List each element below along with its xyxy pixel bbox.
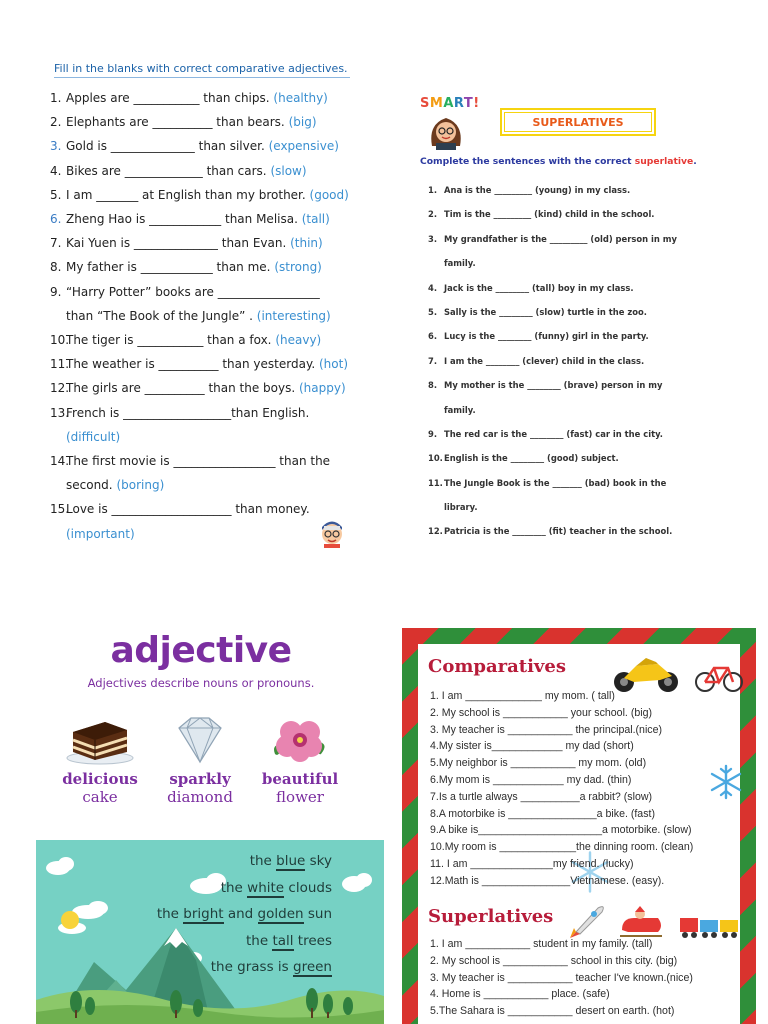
teacher-icon [318,518,346,548]
comparative-question [50,522,360,546]
comparative-line: 2. My school is ___________ your school. (big) [430,706,653,719]
phrase-adjective: green [293,959,332,975]
question-number: 5. [50,187,62,202]
phrase-adjective: bright [183,906,224,922]
question-text: Patricia is the ________ (fit) teacher in the school. [444,526,673,537]
comparative-line: 4.My sister is____________ my dad (short) [430,740,634,753]
question-text [66,376,346,400]
comparative-line: 8.A motorbike is _______________a bike. (fast) [430,807,655,820]
question-sentence: Zheng Hao is ____________ than Melisa. [66,212,298,227]
question-sentence: Bikes are _____________ than cars. [66,163,267,178]
question-sentence: “Harry Potter” books are _________________ [66,284,320,299]
comparative-question [50,207,360,231]
question-hint: (big) [288,115,317,130]
superlative-question-list [428,182,677,548]
question-number: 11. [428,477,443,488]
comparative-question [50,159,360,183]
adjective-subtitle: Adjectives describe nouns or pronouns. [87,676,315,690]
adjective-phrase [157,928,332,955]
comparative-question-list [50,86,360,546]
example-noun: diamond [167,788,233,806]
superlatives-title-box: SUPERLATIVES [500,108,656,136]
question-text [66,255,322,279]
question-number: 14. [50,454,70,469]
question-sentence: second. [66,478,113,493]
comparative-question [50,401,360,425]
question-hint: (healthy) [273,91,328,105]
phrase-text: sun [303,906,332,922]
question-hint: (interesting) [256,308,331,323]
superlative-question [428,353,677,377]
superlative-question [428,182,677,206]
question-number: 8. [428,380,438,391]
comparative-question [50,86,360,110]
question-text [66,449,330,473]
question-hint: (important) [66,526,135,541]
comparative-question [50,304,360,328]
phrase-adjective: white [247,879,285,896]
question-number [50,304,66,328]
question-number: 4. [50,163,62,178]
comparative-question [50,134,360,158]
superlative-worksheet [418,96,718,546]
question-sentence: Love is ____________________ than money. [66,502,310,517]
question-number: 10. [428,453,443,464]
question-text [66,473,164,497]
question-number: 7. [428,355,438,366]
question-text: family. [444,404,476,415]
question-text [66,425,120,449]
example-noun: cake [82,788,118,806]
question-hint: (hot) [318,357,348,372]
example-adjective: delicious [62,770,138,788]
question-number: 5. [428,306,438,317]
question-text [66,183,349,207]
question-text: I am the ________ (clever) child in the class. [444,355,645,366]
comparative-line: 11. I am ______________my friend. (lucky) [430,857,634,870]
smart-letter: A [443,96,454,111]
phrase-text: sky [305,853,332,869]
phrase-adjective: blue [276,853,306,869]
comparative-question [50,231,360,255]
superlative-question [428,206,677,230]
question-sentence: The weather is __________ than yesterday. [66,357,316,372]
superlative-question [428,304,677,328]
phrase-text: clouds [284,879,332,896]
question-hint: (slow) [270,163,307,178]
question-number: 6. [50,212,62,227]
question-text: library. [444,502,478,513]
smart-badge [418,96,480,150]
question-text [66,280,320,304]
comparatives-list [430,688,693,890]
phrase-text: the grass is [210,959,293,975]
question-text [66,134,339,158]
question-number: 8. [50,260,62,275]
rocket-icon [568,900,608,940]
question-text [66,110,317,134]
example-adjective: beautiful [261,770,339,788]
superlatives-heading: Superlatives [428,906,554,927]
question-text: family. [444,258,476,269]
question-number: 9. [50,284,62,299]
question-text: Lucy is the ________ (funny) girl in the party. [444,331,649,342]
diamond-icon [165,714,235,766]
question-text: My grandfather is the _________ (old) person in my [444,233,677,244]
question-text: Tim is the _________ (kind) child in the school. [444,209,655,220]
adjective-phrase [157,875,332,902]
question-sentence: Apples are ___________ than chips. [66,91,270,105]
comparative-line: 1. I am _____________ my mom. ( tall) [430,690,615,702]
comparative-line: 9.A bike is_____________________a motorbike. (slow) [430,824,692,837]
example-card-diamond [150,714,250,806]
comparative-worksheet-title: Fill in the blanks with correct comparative adjectives. [54,62,350,78]
superlative-question [428,280,677,304]
superlative-line: 3. My teacher is ___________ teacher I've known.(nice) [430,971,693,984]
question-number [428,499,444,523]
worksheet-inner [418,644,740,1024]
question-sentence: Elephants are __________ than bears. [66,115,285,130]
smart-letter: S [420,96,430,111]
comparative-question [50,425,360,449]
question-sentence: The girls are __________ than the boys. [66,381,296,396]
question-text [66,522,135,546]
question-text [66,352,348,376]
comparatives-heading: Comparatives [428,656,566,677]
phrase-text: the [249,853,277,869]
question-text: English is the ________ (good) subject. [444,453,619,464]
smart-badge-text [420,96,480,111]
question-text [66,207,330,231]
question-number [428,402,444,426]
instruction-text: Complete the sentences with the correct [420,156,635,167]
comparative-question [50,352,360,376]
snowflake-icon [708,764,744,800]
question-text [66,231,323,255]
comparative-line: 6.My mom is ____________ my dad. (thin) [430,773,632,786]
question-hint: (strong) [274,260,322,275]
phrase-text: the [156,906,184,922]
comparative-question [50,110,360,134]
example-noun: flower [276,788,324,806]
question-text [66,328,321,352]
superlative-question [428,328,677,352]
comparative-line: 5.My neighbor is ___________ my mom. (old) [430,757,647,770]
santa-sleigh-icon [618,906,668,940]
superlative-line: 4. Home is ___________ place. (safe) [430,988,610,1001]
question-sentence: than “The Book of the Jungle” . [66,308,253,323]
comparative-question [50,376,360,400]
question-number [50,425,66,449]
landscape-scene [36,840,384,1024]
question-text [66,497,310,521]
comparative-line: 3. My teacher is ___________ the principal.(nice) [430,723,663,736]
smart-letter: ! [473,96,480,111]
superlative-line: 5.The Sahara is ___________ desert on earth. (hot) [430,1005,675,1018]
question-hint: (boring) [116,478,165,493]
comparatives-superlatives-worksheet [402,628,756,1024]
comparative-line: 12.Math is _______________Vietnamese. (easy). [430,874,665,887]
girl-avatar-icon [426,110,466,150]
question-number: 3. [50,139,62,154]
question-text: The Jungle Book is the _______ (bad) book in the [444,477,667,488]
question-sentence: French is __________________than English. [66,405,310,420]
superlative-question [428,377,677,401]
comparative-question [50,497,360,521]
adjective-poster [36,626,360,1024]
instruction-end: . [693,156,697,167]
superlatives-list [430,936,693,1020]
comparative-worksheet [50,62,360,552]
comparative-question [50,183,360,207]
smart-letter: T [463,96,474,111]
phrase-text: the [220,879,248,896]
comparative-question [50,280,360,304]
bicycle-icon [694,658,744,694]
question-hint: (good) [309,187,349,202]
comparative-line: 10.My room is _____________the dinning room. (clean) [430,841,694,854]
question-number: 3. [428,233,438,244]
question-number: 1. [50,91,62,105]
question-text: My mother is the ________ (brave) person in my [444,380,663,391]
question-hint: (tall) [301,212,330,227]
superlative-question [428,231,677,255]
question-number: 15. [50,502,70,517]
phrase-adjective: tall [272,932,294,949]
question-hint: (difficult) [66,429,121,444]
question-text [66,304,331,328]
question-number: 10. [50,333,70,348]
adjective-phrase [157,848,332,875]
adjective-phrase [157,954,332,981]
question-number: 13. [50,405,70,420]
question-number: 2. [428,209,438,220]
superlative-line: 1. I am ___________ student in my family. (tall) [430,938,653,950]
question-number: 12. [428,526,443,537]
question-sentence: I am _______ at English than my brother. [66,187,306,202]
superlative-question [428,255,677,279]
comparative-question [50,449,360,473]
question-sentence: The first movie is _________________ than the [66,454,331,469]
question-text [66,401,309,425]
question-text: Jack is the ________ (tall) boy in my class. [444,282,634,293]
question-hint: (heavy) [275,333,322,348]
instruction-highlight: superlative [634,156,694,167]
flower-icon [265,714,335,766]
question-sentence: The tiger is ___________ than a fox. [66,333,272,348]
question-number [428,255,444,279]
question-number: 9. [428,428,438,439]
question-hint: (expensive) [268,139,339,154]
question-number [50,473,66,497]
cake-icon [65,714,135,766]
example-card-cake [50,714,150,806]
phrase-text: and [223,906,258,922]
superlative-question [428,523,677,547]
adjective-phrases [157,848,332,981]
phrase-adjective: golden [257,906,304,922]
question-sentence: Kai Yuen is ______________ than Evan. [66,236,287,251]
question-number [50,522,66,546]
superlative-instruction [420,156,697,167]
comparative-question [50,255,360,279]
question-number: 4. [428,282,438,293]
example-adjective: sparkly [169,770,231,788]
question-text [66,159,307,183]
comparative-question [50,473,360,497]
superlative-question [428,450,677,474]
question-sentence: Gold is ______________ than silver. [66,139,265,154]
question-number: 7. [50,236,62,251]
question-number: 1. [428,185,438,195]
superlative-question [428,402,677,426]
question-text [66,86,328,110]
smart-letter: M [429,96,444,111]
question-number: 6. [428,331,438,342]
comparative-line: 7.Is a turtle always __________a rabbit? (slow) [430,790,653,803]
smart-letter: R [453,96,464,111]
superlative-line: 2. My school is ___________ school in this city. (big) [430,954,678,967]
question-number: 2. [50,115,62,130]
example-card-flower [250,714,350,806]
phrase-text: the [245,932,273,949]
phrase-text: trees [293,932,332,949]
comparative-question [50,328,360,352]
superlative-question [428,499,677,523]
superlative-question [428,475,677,499]
adjective-title: adjective [110,630,292,671]
question-text: Sally is the ________ (slow) turtle in the zoo. [444,306,647,317]
question-number: 11. [50,357,70,372]
adjective-phrase [157,901,332,928]
question-text: Ana is the _________ (young) in my class. [444,185,631,195]
question-sentence: My father is ____________ than me. [66,260,271,275]
superlative-question [428,426,677,450]
question-text: The red car is the ________ (fast) car in the city. [444,428,663,439]
question-hint: (thin) [290,236,323,251]
question-hint: (happy) [299,381,346,396]
question-number: 12. [50,381,70,396]
